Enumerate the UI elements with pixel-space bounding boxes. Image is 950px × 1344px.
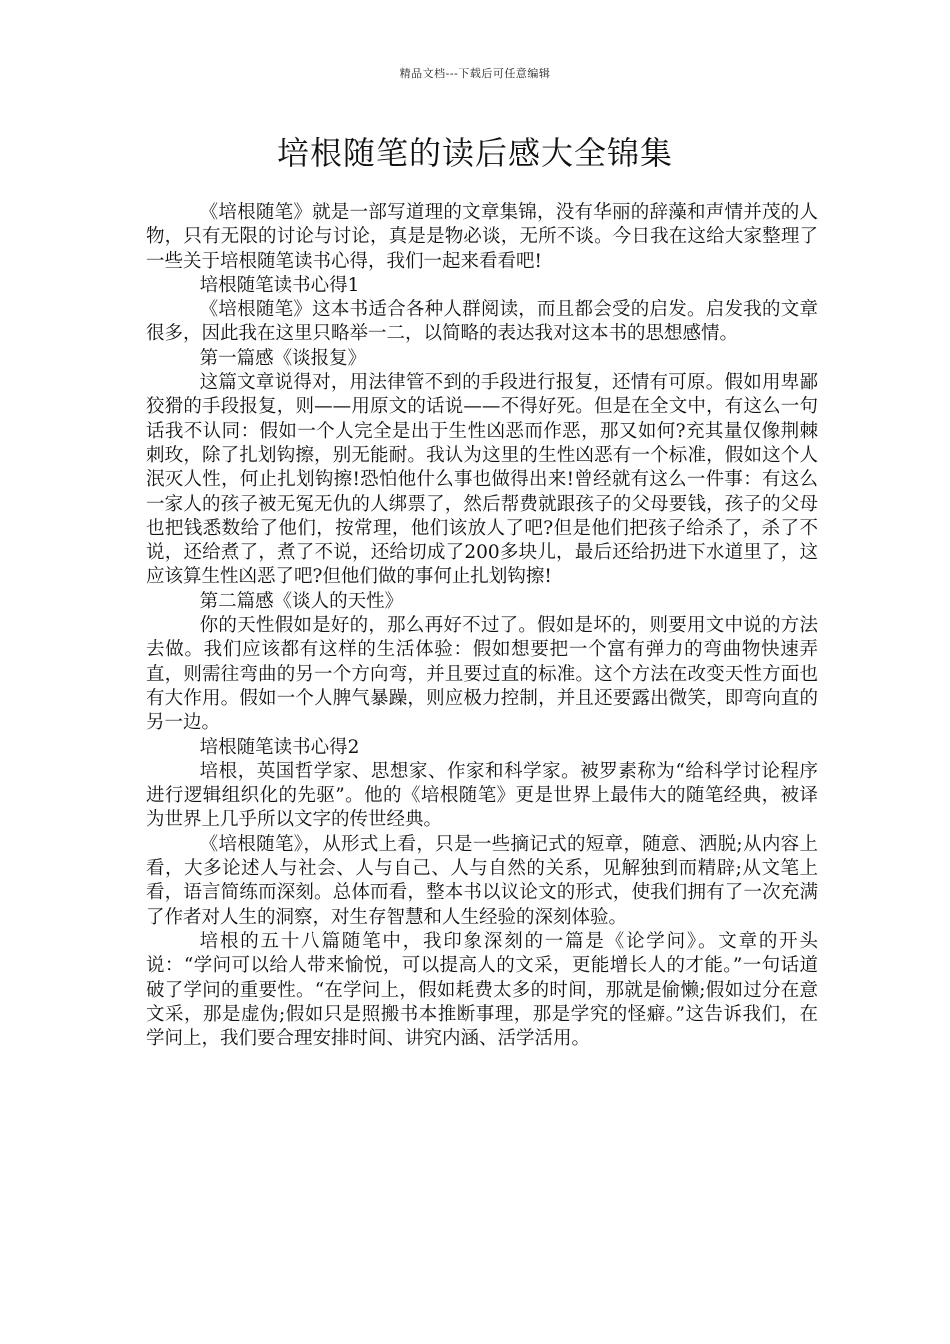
body-paragraph: 培根，英国哲学家、思想家、作家和科学家。被罗素称为“给科学讨论程序进行逻辑组织化的先驱”。他的《培根随笔》更是世界上最伟大的随笔经典，被译为世界上几乎所以文字的传世经典。	[146, 760, 818, 831]
intro-paragraph: 《培根随笔》就是一部写道理的文章集锦，没有华丽的辞藻和声情并茂的人物，只有无限的讨论与讨论，真是是物必谈，无所不谈。今日我在这给大家整理了一些关于培根随笔读书心得，我们一起来看看吧!	[146, 202, 818, 272]
body-paragraph: 你的天性假如是好的，那么再好不过了。假如是坏的，则要用文中说的方法去做。我们应该都有这样的生活体验：假如想要把一个富有弹力的弯曲物快速弄直，则需往弯曲的另一个方向弯，并且要过直的标准。这个方法在改变天性方面也有大作用。假如一个人脾气暴躁，则应极力控制，并且还要露出微笑，即弯向直的另一边。	[146, 615, 818, 734]
body-paragraph: 《培根随笔》这本书适合各种人群阅读，而且都会受的启发。启发我的文章很多，因此我在这里只略举一二，以简略的表达我对这本书的思想感情。	[146, 299, 818, 345]
section-heading: 培根随笔读书心得2	[199, 736, 360, 758]
header-note: 精品文档---下载后可任意编辑	[399, 67, 551, 80]
body-paragraph: 《培根随笔》，从形式上看，只是一些摘记式的短章，随意、洒脱;从内容上看，大多论述人与社会、人与自己、人与自然的关系，见解独到而精辟;从文笔上看，语言简练而深刻。总体而看，整本书以议论文的形式，使我们拥有了一次充满了作者对人生的洞察，对生存智慧和人生经验的深刻体验。	[146, 833, 818, 928]
body-paragraph: 这篇文章说得对，用法律管不到的手段进行报复，还情有可原。假如用卑鄙狡猾的手段报复，则——用原文的话说——不得好死。但是在全文中，有这么一句话我不认同：假如一个人完全是出于生性凶恶而作恶，那又如何?充其量仅像荆棘刺玫，除了扎划钩擦，别无能耐。我认为这里的生性凶恶有一个标准，假如这个人泯灭人性，何止扎划钩擦!恐怕他什么事也做得出来!曾经就有这么一件事：有这么一家人的孩子被无冤无仇的人绑票了，然后帮费就跟孩子的父母要钱，孩子的父母也把钱悉数给了他们，按常理，他们该放人了吧?但是他们把孩子给杀了，杀了不说，还给煮了，煮了不说，还给切成了200多块儿，最后还给扔进下水道里了，这应该算生性凶恶了吧?但他们做的事何止扎划钩擦!	[146, 372, 818, 588]
section-heading: 第二篇感《谈人的天性》	[199, 590, 404, 612]
section-heading: 培根随笔读书心得1	[199, 274, 360, 296]
body-paragraph: 培根的五十八篇随笔中，我印象深刻的一篇是《论学问》。文章的开头说：“学问可以给人带来愉悦，可以提高人的文采，更能增长人的才能。”一句话道破了学问的重要性。“在学问上，假如耗费太多的时间，那就是偷懒;假如过分在意文采，那是虚伪;假如只是照搬书本推断事理，那是学究的怪癖。”这告诉我们，在学问上，我们要合理安排时间、讲究内涵、活学活用。	[146, 930, 818, 1050]
section-heading: 第一篇感《谈报复》	[199, 347, 367, 369]
document-title: 培根随笔的读后感大全锦集	[276, 134, 673, 172]
document-body	[146, 201, 818, 1051]
